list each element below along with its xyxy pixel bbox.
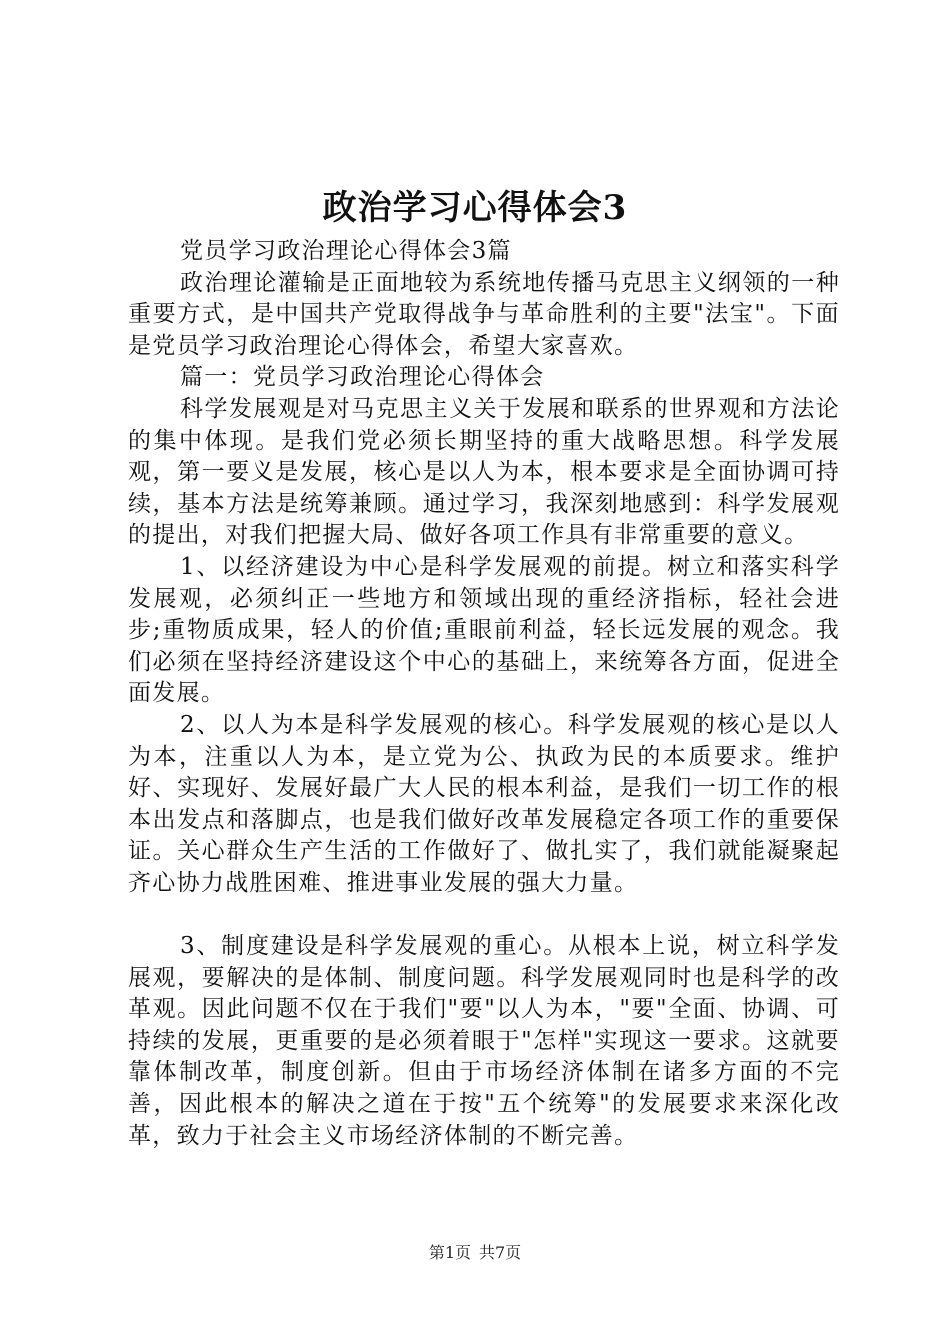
- paragraph-section-heading: 篇一：党员学习政治理论心得体会: [180, 364, 545, 391]
- document-title: 政治学习心得体会3: [322, 188, 628, 228]
- paragraph-point-2: 2、以人为本是科学发展观的核心。科学发展观的核心是以人为本，注重以人为本，是立党为公、执政为民的本质要求。维护好、实现好、发展好最广大人民的根本利益，是我们一切工作的根本出发点和落脚点，也是我们做好改革发展稳定各项工作的重要保证。关心群众生产生活的工作做好了、做扎实了，我们就能凝聚起齐心协力战胜困难、推进事业发展的强大力量。: [128, 711, 840, 896]
- document-body: [128, 236, 840, 1152]
- paragraph-subtitle: 党员学习政治理论心得体会3篇: [180, 238, 512, 264]
- paragraph-point-3: 3、制度建设是科学发展观的重心。从根本上说，树立科学发展观，要解决的是体制、制度问题。科学发展观同时也是科学的改革观。因此问题不仅在于我们"要"以人为本，"要"全面、协调、可持续的发展，更重要的是必须着眼于"怎样"实现这一要求。这就要靠体制改革，制度创新。但由于市场经济体制在诸多方面的不完善，因此根本的解决之道在于按"五个统筹"的发展要求来深化改革，致力于社会主义市场经济体制的不断完善。: [128, 933, 840, 1149]
- paragraph-spacer: [128, 899, 840, 931]
- page-number: 第1页: [428, 1243, 471, 1262]
- page-footer: [0, 1242, 950, 1264]
- paragraph-intro: 政治理论灌输是正面地较为系统地传播马克思主义纲领的一种重要方式，是中国共产党取得战争与革命胜利的主要"法宝"。下面是党员学习政治理论心得体会，希望大家喜欢。: [128, 269, 840, 359]
- paragraph-point-1: 1、以经济建设为中心是科学发展观的前提。树立和落实科学发展观，必须纠正一些地方和领域出现的重经济指标，轻社会进步;重物质成果，轻人的价值;重眼前利益，轻长远发展的观念。我们必须在坚持经济建设这个中心的基础上，来统筹各方面，促进全面发展。: [128, 553, 840, 707]
- paragraph-scientific-outlook: 科学发展观是对马克思主义关于发展和联系的世界观和方法论的集中体现。是我们党必须长期坚持的重大战略思想。科学发展观，第一要义是发展，核心是以人为本，根本要求是全面协调可持续，基本方法是统筹兼顾。通过学习，我深刻地感到：科学发展观的提出，对我们把握大局、做好各项工作具有非常重要的意义。: [128, 395, 840, 549]
- page-total: 共7页: [479, 1243, 522, 1262]
